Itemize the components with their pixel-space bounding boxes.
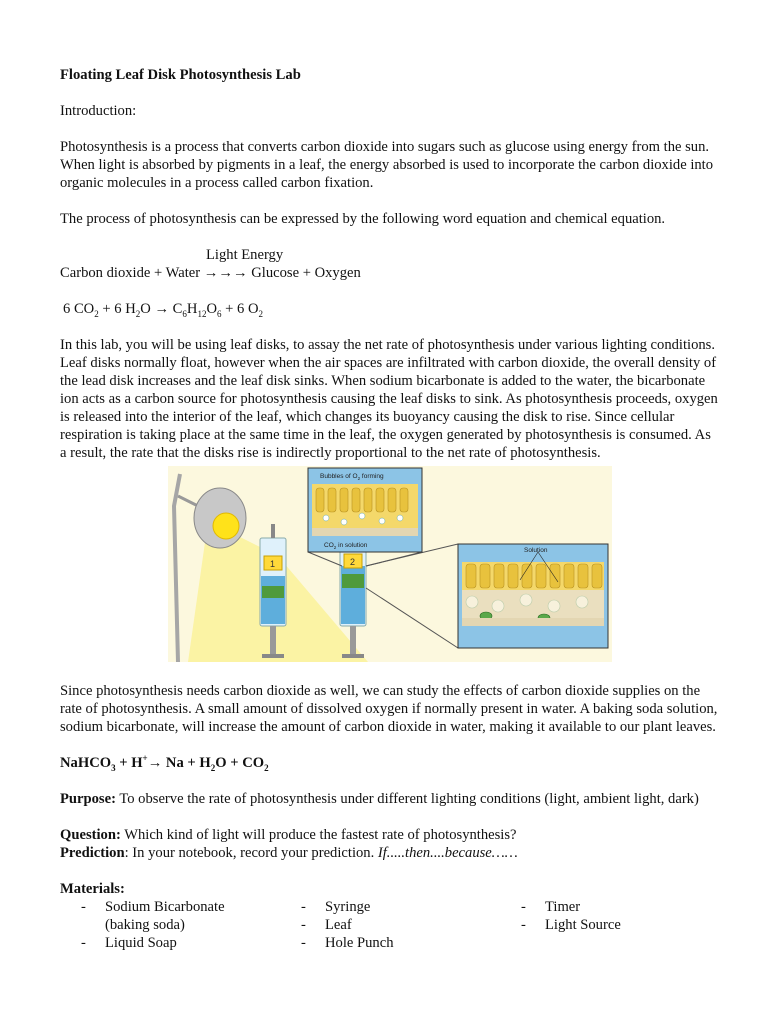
reaction-part: NaHCO xyxy=(60,755,112,771)
prediction-label: Prediction xyxy=(60,845,125,861)
cell-column xyxy=(578,564,588,588)
bullet-dash: - xyxy=(521,899,526,915)
chem-sub: 6 xyxy=(217,308,222,319)
chem-part: + 6 O xyxy=(221,301,259,317)
bubbles-label xyxy=(320,473,384,481)
lab-paragraph: In this lab, you will be using leaf disks, to assay the net rate of photosynthesis under various lighting conditions. Leaf disks normally float, however when the air spaces are infiltrated with carbon dioxide, the overall density of the lead disk increases and the leaf disk sinks. When sodium bicarbonate is added to the water, the bicarbonate ion acts as a carbon source for photosynthesis causing the leaf disks to sink. As photosynthesis proceeds, oxygen is released into the interior of the leaf, which changes its buoyancy causing the disk to rise. Since cellular respiration is taking place at the same time in the leaf, the oxygen generated by photosynthesis is consumed. As a result, the rate that the disks rise is indirectly proportional to the net rate of photosynthesis. xyxy=(60,337,718,461)
bullet-dash: - xyxy=(81,899,86,915)
syringe-handle xyxy=(262,654,284,658)
purpose-text: To observe the rate of photosynthesis under different lighting conditions (light, ambient light, dark) xyxy=(115,791,699,807)
bubbles-inset xyxy=(308,468,422,552)
co2-paragraph: Since photosynthesis needs carbon dioxide as well, we can study the effects of carbon dioxide supplies on the rate of photosynthesis. A small amount of dissolved oxygen if normally present in water. A baking soda solution, sodium bicarbonate, will increase the amount of carbon dioxide in water, making it available to our plant leaves. xyxy=(60,683,718,735)
cell-column xyxy=(388,488,396,512)
lower-epidermis xyxy=(312,528,418,536)
bicarbonate-reaction xyxy=(60,754,720,772)
materials-list xyxy=(60,898,720,952)
cell-column xyxy=(480,564,490,588)
bubble xyxy=(323,515,329,521)
bubbles-label-end: forming xyxy=(360,473,384,480)
cell-column xyxy=(522,564,532,588)
cell-column xyxy=(508,564,518,588)
syringe-plunger xyxy=(270,626,276,656)
leaf-disks xyxy=(262,586,284,598)
syringe-2-label: 2 xyxy=(350,557,356,567)
material-text: Liquid Soap xyxy=(105,935,177,951)
bullet-dash: - xyxy=(301,917,306,933)
chem-part: O xyxy=(206,301,218,317)
spongy-cell xyxy=(492,600,504,612)
cell-column xyxy=(364,488,372,512)
cell-column xyxy=(340,488,348,512)
bullet-dash: - xyxy=(81,935,86,951)
material-item xyxy=(280,916,500,934)
spongy-cell xyxy=(520,594,532,606)
zoom-line xyxy=(308,552,342,566)
solution-inset xyxy=(458,544,608,648)
word-equation-line xyxy=(60,264,720,282)
cell-column xyxy=(592,564,602,588)
bubbles-label-sub: 2 xyxy=(357,476,361,481)
question-text: Which kind of light will produce the fastest rate of photosynthesis? xyxy=(120,827,517,843)
cell-column xyxy=(400,488,408,512)
spongy-cell xyxy=(466,596,478,608)
material-text: Syringe xyxy=(325,899,371,915)
syringe-solution xyxy=(261,576,285,624)
chemical-equation xyxy=(63,300,720,318)
bubble xyxy=(359,513,365,519)
reaction-sub: 2 xyxy=(210,762,216,773)
question-line xyxy=(60,826,720,844)
chem-arrow: → xyxy=(154,301,170,317)
question-label: Question: xyxy=(60,827,121,843)
chem-sub: 2 xyxy=(135,308,141,319)
material-item xyxy=(500,916,720,934)
reaction-part: O + CO xyxy=(215,755,265,771)
word-equation-arrows: →→→ xyxy=(203,265,248,281)
syringe-1-label: 1 xyxy=(270,559,276,569)
lower-epidermis xyxy=(462,618,604,626)
word-equation-products: Glucose + Oxygen xyxy=(251,265,361,281)
expression-paragraph: The process of photosynthesis can be expressed by the following word equation and chemical equation. xyxy=(60,211,666,227)
reaction-part: Na + H xyxy=(162,755,211,771)
reaction-sup: + xyxy=(142,753,148,764)
reaction-part: + H xyxy=(115,755,143,771)
leaf-disk-figure xyxy=(168,466,612,662)
material-item xyxy=(60,898,280,916)
spongy-cell xyxy=(576,596,588,608)
introduction-heading: Introduction: xyxy=(60,103,137,119)
chem-part: + 6 H xyxy=(98,301,136,317)
materials-column-1 xyxy=(60,898,280,952)
cell-column xyxy=(564,564,574,588)
syringe-plunger xyxy=(350,626,356,656)
materials-column-3 xyxy=(500,898,720,952)
bubble xyxy=(397,515,403,521)
lamp-arm xyxy=(178,496,198,506)
bullet-dash: - xyxy=(301,899,306,915)
document-title: Floating Leaf Disk Photosynthesis Lab xyxy=(60,67,301,83)
chem-sub: 2 xyxy=(94,308,99,319)
material-text: Hole Punch xyxy=(325,935,394,951)
purpose-line xyxy=(60,790,720,808)
cell-column xyxy=(352,488,360,512)
word-equation-light-energy: Light Energy xyxy=(206,247,284,263)
bubble xyxy=(379,518,385,524)
reaction-sub: 3 xyxy=(111,762,116,773)
material-text: Sodium Bicarbonate xyxy=(105,899,225,915)
leaf-disks xyxy=(342,574,364,588)
material-text: Light Source xyxy=(545,917,621,933)
chem-sub: 12 xyxy=(197,308,207,319)
cell-column xyxy=(494,564,504,588)
bubbles-label-text: Bubbles of O xyxy=(320,473,358,480)
chem-part: O xyxy=(140,301,155,317)
cell-column xyxy=(376,488,384,512)
syringe-handle xyxy=(342,654,364,658)
cell-column xyxy=(328,488,336,512)
prediction-text: : In your notebook, record your prediction. xyxy=(124,845,378,861)
zoom-line xyxy=(366,588,458,648)
co2-label-sub: 2 xyxy=(333,545,337,550)
chem-sub: 2 xyxy=(258,308,264,319)
spongy-cell xyxy=(548,600,560,612)
syringe-needle xyxy=(271,524,275,538)
material-item xyxy=(60,916,280,934)
purpose-label: Purpose: xyxy=(60,791,116,807)
reaction-arrow: → xyxy=(147,755,163,771)
intro-paragraph: Photosynthesis is a process that converts carbon dioxide into sugars such as glucose using energy from the sun. When light is absorbed by pigments in a leaf, the energy absorbed is used to incorporate the carbon dioxide into organic molecules in a process called carbon fixation. xyxy=(60,139,714,191)
cell-column xyxy=(536,564,546,588)
chem-sub: 6 xyxy=(182,308,187,319)
bullet-dash: - xyxy=(521,917,526,933)
cell-column xyxy=(550,564,560,588)
materials-column-2 xyxy=(280,898,500,952)
question-block xyxy=(60,826,720,862)
chem-part: 6 CO xyxy=(63,301,95,317)
co2-label-end: in solution xyxy=(336,542,368,549)
material-text: Timer xyxy=(545,899,581,915)
solution-label: Solution xyxy=(524,547,548,554)
prediction-italic: If.....then....because…… xyxy=(377,845,518,861)
material-text: Leaf xyxy=(325,917,352,933)
co2-label xyxy=(324,542,368,550)
material-item xyxy=(280,934,500,952)
lamp-stand xyxy=(174,474,180,662)
chem-part: H xyxy=(186,301,198,317)
bullet-dash xyxy=(81,916,105,934)
prediction-line xyxy=(60,844,720,862)
figure-illustration xyxy=(168,466,612,662)
chem-part: C xyxy=(169,301,183,317)
reaction-sub: 2 xyxy=(264,762,269,773)
word-equation xyxy=(60,246,720,282)
co2-label-text: CO xyxy=(324,542,334,549)
material-item xyxy=(280,898,500,916)
cell-column xyxy=(466,564,476,588)
material-item xyxy=(500,898,720,916)
bullet-dash: - xyxy=(301,935,306,951)
material-item xyxy=(60,934,280,952)
lamp-bulb xyxy=(213,513,239,539)
bubble xyxy=(341,519,347,525)
word-equation-reactants: Carbon dioxide + Water xyxy=(60,265,201,281)
material-text: (baking soda) xyxy=(105,917,185,933)
document-page xyxy=(60,66,720,952)
materials-heading: Materials: xyxy=(60,881,125,897)
cell-column xyxy=(316,488,324,512)
